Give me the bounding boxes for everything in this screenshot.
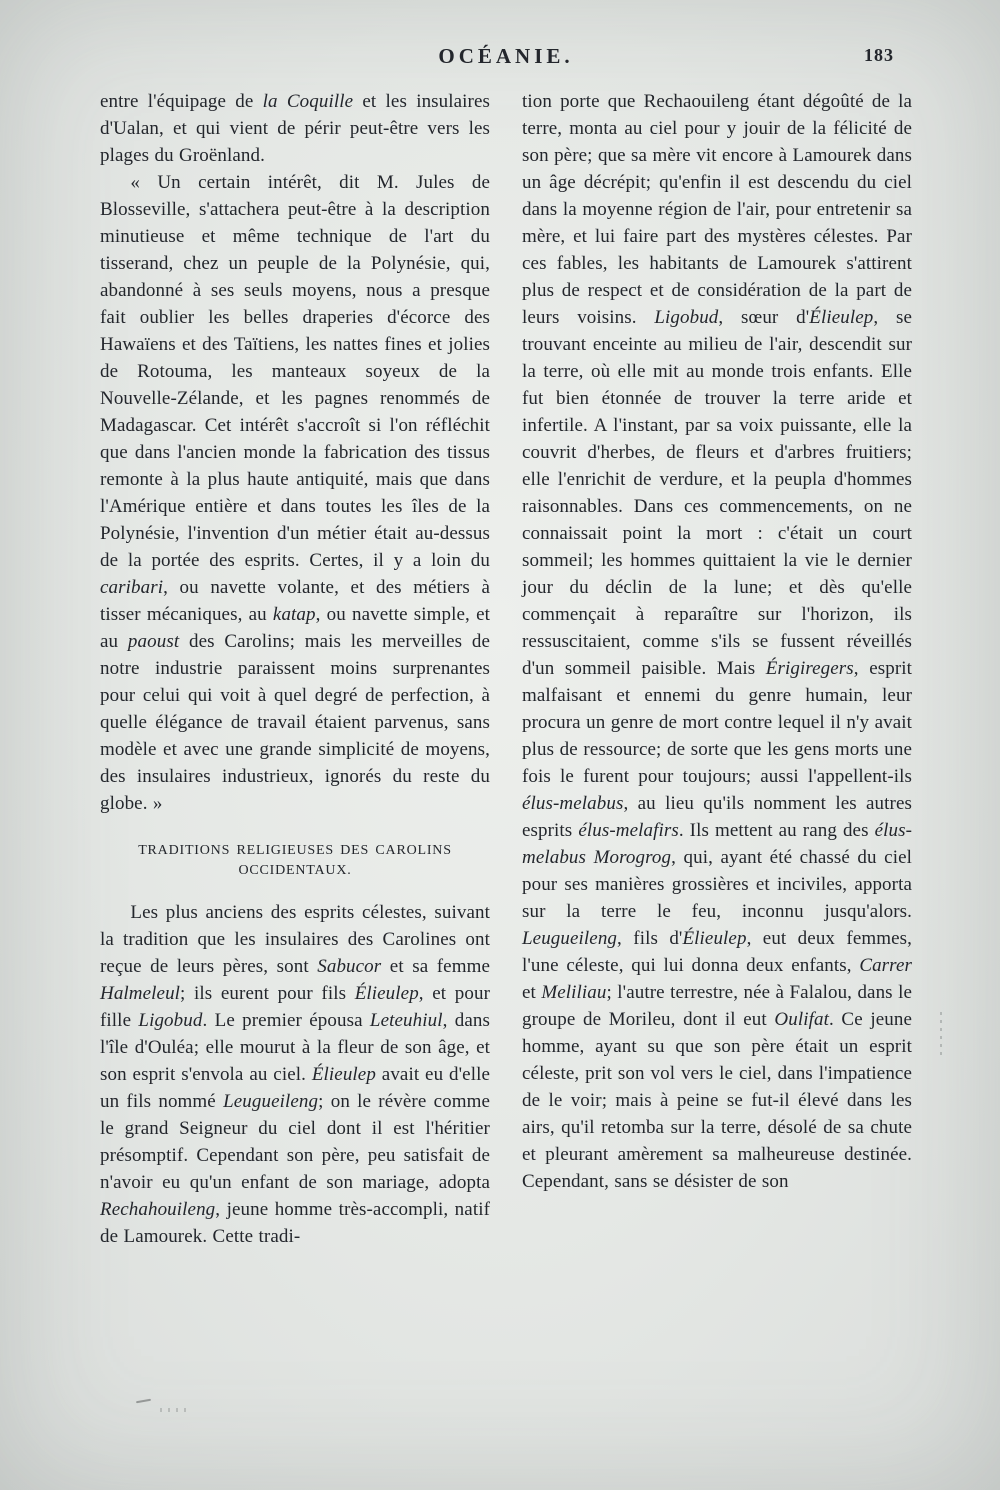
- text-run: tion porte que Rechaouileng étant dégoûté de la terre, monta au ciel pour y jouir de la félicité de son père; que sa mère vit encore à Lamourek dans un âge décrépit; qu'enfin il est descendu du ciel dans la moyenne région de l'air, pour entretenir sa mère, et lui faire part des mystères célestes. Par ces fables, les habitants de Lamourek s'attirent plus de respect et de considération de la part de leurs voisins.: [522, 91, 912, 328]
- italic-text-run: Sabucor: [317, 956, 382, 977]
- text-run: ; l'autre terrestre, née à Falalou, dans le groupe de Morileu, dont il eut: [522, 982, 912, 1030]
- text-run: , se trouvant enceinte au milieu de l'air, descendit sur la terre, où elle mit au monde trois enfants. Elle fut bien étonnée de trouver la terre aride et infertile. A l'instant, par sa voix puissante, elle la couvrit d'herbes, de fleurs et d'arbres fruitiers; elle l'enrichit de verdure, et la peupla d'hommes raisonnables. Dans ces commencements, on ne connaissait point la mort : c'était un court sommeil; les hommes quittaient la vie le dernier jour du déclin de la lune; et dès qu'elle commençait à reparaître sur l'horizon, ils ressuscitaient, comme s'ils se fussent réveillés d'un sommeil paisible. Mais: [522, 307, 912, 679]
- scan-artifact-dash: [136, 1399, 151, 1404]
- right-column: [522, 88, 912, 1250]
- italic-text-run: Halmeleul: [100, 983, 181, 1004]
- italic-text-run: caribari: [100, 577, 164, 598]
- italic-text-run: élus-melafirs: [578, 820, 679, 841]
- text-run: Les plus anciens des esprits célestes, suivant la tradition que les insulaires des Carolines ont reçue de leurs pères, sont: [100, 902, 490, 977]
- text-run: , esprit malfaisant et ennemi du genre humain, leur procura un genre de mort contre lequel il n'y avait plus de ressource; de sorte que les gens morts une fois le furent pour toujours; aussi l'appellent-ils: [522, 658, 912, 787]
- italic-text-run: Carrer: [859, 955, 912, 976]
- text-run: et les insulaires d'Ualan, et qui vient de périr peut-être vers les plages du Groënland.: [100, 91, 491, 166]
- scan-artifact-edge: [940, 1012, 942, 1056]
- text-run: , au lieu qu'ils nomment les autres esprits: [522, 793, 912, 841]
- text-run: et sa femme: [381, 956, 490, 977]
- text-run: ; on le révère comme le grand Seigneur du ciel dont il est l'héritier présomptif. Cependant son père, peu satisfait de n'avoir eu qu'un enfant de son mariage, adopta: [100, 1091, 491, 1193]
- text-run: entre l'équipage de: [100, 91, 263, 112]
- text-run: et: [522, 982, 542, 1003]
- text-run: , jeune homme très-accompli, natif de Lamourek. Cette tradi-: [100, 1199, 490, 1247]
- text-run: , dans l'île d'Ouléa; elle mourut à la fleur de son âge, et son esprit s'envola au ciel.: [100, 1010, 490, 1085]
- left-column: [100, 88, 490, 1250]
- italic-text-run: Élieulep: [354, 983, 419, 1004]
- text-run: , ou navette volante, et des métiers à tisser mécaniques, au: [100, 577, 490, 625]
- italic-text-run: élus-melabus: [522, 820, 913, 868]
- italic-text-run: la Coquille: [262, 91, 354, 112]
- italic-text-run: Leugueileng: [223, 1091, 319, 1112]
- text-run: , fils d': [617, 928, 683, 949]
- italic-text-run: Élieulep: [682, 928, 747, 949]
- italic-text-run: Morogrog: [593, 847, 672, 868]
- italic-text-run: élus-melabus: [522, 793, 624, 814]
- italic-text-run: Érigiregers: [765, 658, 854, 679]
- text-run: avait eu d'elle un fils nommé: [100, 1064, 490, 1112]
- italic-text-run: katap: [272, 604, 316, 625]
- italic-text-run: Ligobud: [138, 1010, 203, 1031]
- text-run: , ou navette simple, et au: [100, 604, 490, 652]
- italic-text-run: Leteuhiul: [369, 1010, 443, 1031]
- text-run: , qui, ayant été chassé du ciel pour ses manières grossières et inciviles, apporta sur la terre le feu, inconnu jusqu'alors.: [522, 847, 912, 922]
- paragraph: [100, 88, 490, 169]
- paragraph: [100, 899, 490, 1250]
- text-run: ; ils eurent pour fils: [180, 983, 355, 1004]
- italic-text-run: Ligobud: [654, 307, 719, 328]
- italic-text-run: Rechahouileng: [100, 1199, 216, 1220]
- paragraph: [100, 169, 490, 817]
- text-run: , sœur d': [718, 307, 810, 328]
- text-columns: [100, 88, 912, 1250]
- italic-text-run: Leugueileng: [522, 928, 618, 949]
- text-run: « Un certain intérêt, dit M. Jules de Blosseville, s'attachera peut-être à la description minutieuse et même technique de l'art du tisserand, chez un peuple de la Polynésie, qui, abandonné à ses seuls moyens, nous a presque fait oublier les belles draperies d'écorce des Hawaïens et des Taïtiens, les nattes fines et jolies de Rotouma, les manteaux soyeux de la Nouvelle-Zélande, et les pagnes renommés de Madagascar. Cet intérêt s'accroît si l'on réfléchit que dans l'ancien monde la fabrication des tissus remonte à la plus haute antiquité, mais que dans l'Amérique entière et dans toutes les îles de la Polynésie, l'invention d'un métier était au-dessus de la portée des esprits. Certes, il y a loin du: [100, 172, 490, 571]
- text-run: . Ils mettent au rang des: [678, 820, 875, 841]
- text-run: . Le premier épousa: [202, 1010, 370, 1031]
- italic-text-run: Oulifat: [774, 1009, 829, 1030]
- text-run: , et pour fille: [100, 983, 490, 1031]
- page-header: [100, 44, 912, 74]
- italic-text-run: Élieulep: [311, 1064, 376, 1085]
- italic-text-run: Meliliau: [541, 982, 607, 1003]
- scan-artifact-dots: [160, 1408, 186, 1412]
- italic-text-run: paoust: [127, 631, 180, 652]
- paragraph: [522, 88, 912, 1195]
- text-run: des Carolins; mais les merveilles de notre industrie paraissent moins surprenantes pour celui qui voit à quel degré de perfection, à quelle élégance de travail étaient parvenus, sans modèle et avec une grande simplicité de moyens, des insulaires industrieux, ignorés du reste du globe. »: [100, 631, 491, 814]
- running-title: OCÉANIE.: [438, 44, 574, 68]
- italic-text-run: Élieulep: [809, 307, 874, 328]
- page-number: 183: [864, 45, 894, 65]
- text-run: . Ce jeune homme, ayant su que son père était un esprit céleste, prit son vol vers le ciel, dans l'impatience de le voir; mais à peine se fut-il élevé dans les airs, qu'il retomba sur la terre, désolé de sa chute et pleurant amèrement sa malheureuse destinée. Cependant, sans se désister de son: [522, 1009, 912, 1192]
- text-run: [586, 847, 594, 868]
- section-heading: TRADITIONS RELIGIEUSES DES CAROLINS OCCIDENTAUX.: [138, 843, 452, 878]
- text-run: , eut deux femmes, l'une céleste, qui lui donna deux enfants,: [522, 928, 912, 976]
